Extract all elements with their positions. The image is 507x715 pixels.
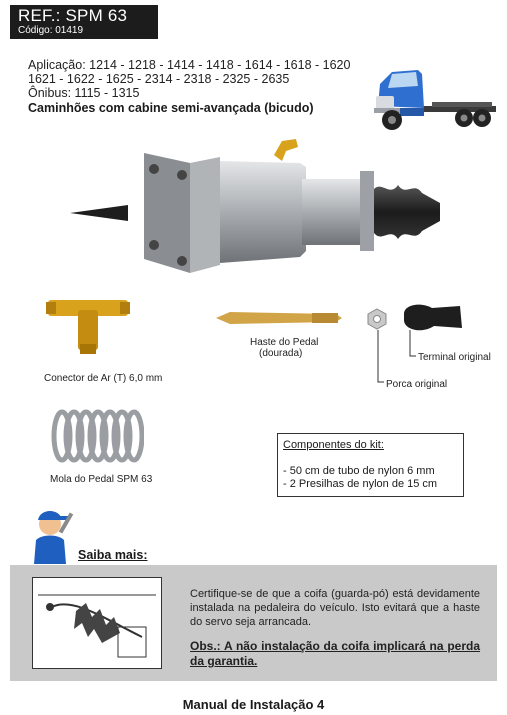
warranty-note: [190, 639, 480, 669]
warranty-note-text: Obs.: A não instalação da coifa implicará na perda da garantia.: [190, 639, 480, 668]
info-panel: [10, 565, 497, 681]
air-connector-caption: Conector de Ar (T) 6,0 mm: [44, 373, 163, 384]
application-line-1: Aplicação: 1214 - 1218 - 1414 - 1418 - 1614 - 1618 - 1620: [28, 58, 351, 72]
kit-components-box: [277, 433, 464, 497]
application-line-3: Ônibus: 1115 - 1315: [28, 86, 140, 100]
mechanic-mascot-image: [24, 506, 84, 566]
saiba-mais-label: Saiba mais:: [78, 548, 148, 562]
leader-lines: [372, 330, 422, 386]
air-connector-image: [44, 292, 132, 358]
pedal-spring-image: [50, 406, 144, 466]
nut-image: [367, 308, 387, 330]
truck-image: [372, 62, 498, 140]
boot-diagram-image: [32, 577, 162, 669]
reference-title: REF.: SPM 63: [18, 6, 128, 25]
pedal-rod-caption-1: Haste do Pedal: [250, 337, 319, 348]
reference-header: [10, 5, 158, 39]
kit-title: Componentes do kit:: [283, 439, 384, 451]
application-line-2: 1621 - 1622 - 1625 - 2314 - 2318 - 2325 - 2635: [28, 72, 290, 86]
pedal-rod-image: [216, 308, 344, 328]
kit-item: - 50 cm de tubo de nylon 6 mm: [283, 465, 435, 477]
footer-title: Manual de Instalação 4: [182, 697, 325, 712]
nut-caption: Porca original: [386, 379, 448, 390]
pedal-spring-caption: Mola do Pedal SPM 63: [50, 474, 153, 485]
servo-unit-image: [70, 133, 445, 283]
pedal-rod-caption-2: (dourada): [259, 348, 303, 359]
application-subtitle: Caminhões com cabine semi-avançada (bicudo): [28, 101, 314, 115]
product-code: Código: 01419: [18, 25, 84, 36]
terminal-caption: Terminal original: [418, 352, 491, 363]
boot-instruction-text: Certifique-se de que a coifa (guarda-pó) está devidamente instalada na pedaleira do veículo. Isto evitará que a haste do servo seja arrancada.: [190, 588, 480, 628]
kit-item: - 2 Presilhas de nylon de 15 cm: [283, 478, 438, 490]
